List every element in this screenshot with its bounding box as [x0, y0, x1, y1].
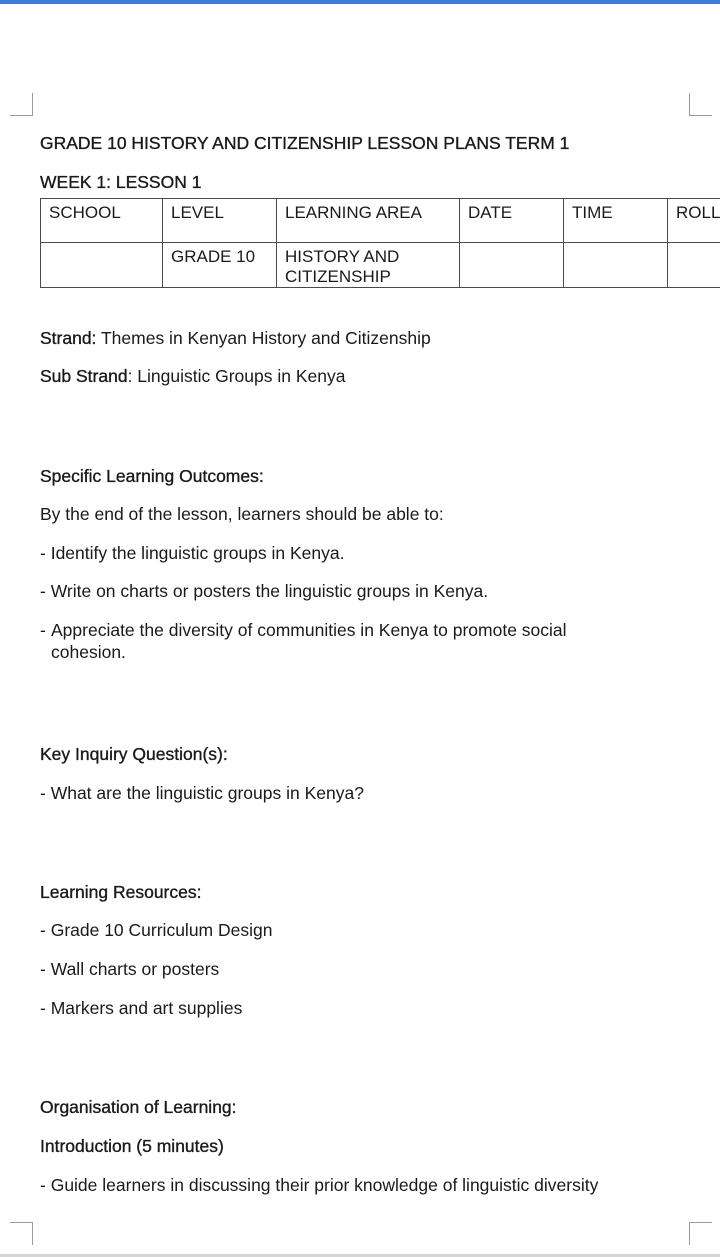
sub-strand-label: Sub Strand [40, 366, 128, 386]
outcome-1: Identify the linguistic groups in Kenya. [50, 543, 345, 563]
header-school: SCHOOL [41, 199, 163, 243]
list-item: - Write on charts or posters the linguistic groups in Kenya. [40, 581, 489, 601]
margin-corner-top-right [689, 93, 712, 116]
cell-roll [668, 243, 720, 288]
cell-level: GRADE 10 [163, 243, 277, 288]
header-roll: ROLL [668, 199, 720, 243]
list-item: - Guide learners in discussing their prior knowledge of linguistic diversity [40, 1175, 599, 1195]
organisation-heading: Organisation of Learning: [40, 1097, 237, 1117]
list-item: - Grade 10 Curriculum Design [40, 920, 273, 940]
outcomes-intro: By the end of the lesson, learners should be able to: [40, 504, 444, 524]
header-date: DATE [460, 199, 564, 243]
header-level: LEVEL [163, 199, 277, 243]
resource-1: Grade 10 Curriculum Design [50, 920, 273, 940]
cell-learning-area: HISTORY AND CITIZENSHIP [277, 243, 460, 288]
week-heading: WEEK 1: LESSON 1 [40, 172, 202, 192]
resources-heading: Learning Resources: [40, 882, 202, 902]
margin-corner-bottom-left [10, 1222, 33, 1245]
lesson-info-table [40, 198, 720, 288]
sub-strand-line [40, 365, 345, 387]
top-accent-bar [0, 0, 720, 4]
strand-label: Strand: [40, 328, 97, 348]
outcomes-heading: Specific Learning Outcomes: [40, 466, 264, 486]
outcome-2: Write on charts or posters the linguistic groups in Kenya. [50, 581, 489, 601]
lesson-info-table-wrapper [40, 198, 720, 290]
resource-2: Wall charts or posters [50, 959, 220, 979]
list-item: - Identify the linguistic groups in Kenya. [40, 543, 345, 563]
header-learning-area: LEARNING AREA [277, 199, 460, 243]
list-item-dash: - [40, 620, 46, 640]
resource-3: Markers and art supplies [50, 998, 243, 1018]
margin-corner-top-left [10, 93, 33, 116]
cell-school [41, 243, 163, 288]
list-item: - What are the linguistic groups in Kenya? [40, 783, 364, 803]
cell-time [564, 243, 668, 288]
document-title: GRADE 10 HISTORY AND CITIZENSHIP LESSON PLANS TERM 1 [40, 133, 570, 153]
strand-line [40, 327, 431, 349]
list-item: - Markers and art supplies [40, 998, 243, 1018]
strand-value: Themes in Kenyan History and Citizenship [96, 328, 431, 348]
margin-corner-bottom-right [689, 1222, 712, 1245]
introduction-heading: Introduction (5 minutes) [40, 1136, 224, 1156]
sub-strand-value: : Linguistic Groups in Kenya [127, 366, 346, 386]
table-header-row [41, 199, 720, 243]
header-time: TIME [564, 199, 668, 243]
inquiry-question-1: What are the linguistic groups in Kenya? [50, 783, 364, 803]
table-row [41, 243, 720, 288]
inquiry-heading: Key Inquiry Question(s): [40, 744, 228, 764]
organisation-step-1: Guide learners in discussing their prior knowledge of linguistic diversity [50, 1175, 599, 1195]
outcome-3: Appreciate the diversity of communities in Kenya to promote social cohesion. [51, 620, 567, 662]
cell-date [460, 243, 564, 288]
list-item: - Wall charts or posters [40, 959, 220, 979]
